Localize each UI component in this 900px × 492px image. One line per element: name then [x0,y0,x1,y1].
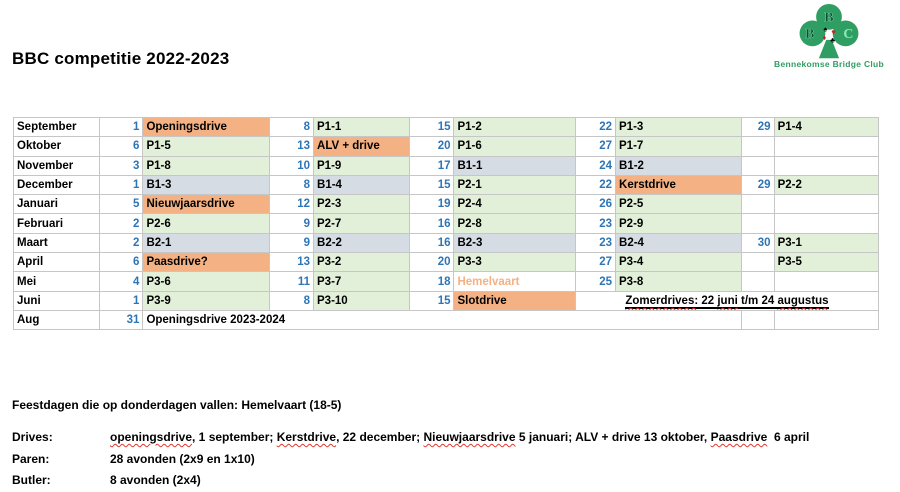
paren-label: Paren: [12,451,50,466]
zomerdrives-segment: juni [717,294,738,307]
date-cell: 10 [269,156,313,175]
empty-cell [774,195,878,214]
month-cell: April [14,253,100,272]
event-cell: P2-8 [454,214,575,233]
event-cell: P1-3 [616,118,742,137]
butler-text: 8 avonden (2x4) [110,473,201,487]
butler-note-row [12,470,809,492]
date-cell: 23 [575,233,615,252]
date-cell: 26 [575,195,615,214]
month-cell: December [14,175,100,194]
date-cell: 31 [100,310,143,329]
date-cell: 9 [269,214,313,233]
date-cell: 2 [100,214,143,233]
month-cell: Juni [14,291,100,310]
event-cell: Paasdrive? [143,253,269,272]
empty-cell [742,214,774,233]
club-logo [774,3,884,69]
event-cell: Openingsdrive [143,118,269,137]
event-cell: P2-7 [314,214,410,233]
event-cell: B2-1 [143,233,269,252]
date-cell: 1 [100,291,143,310]
empty-cell [774,272,878,291]
event-cell: B2-2 [314,233,410,252]
event-cell: Kerstdrive [616,175,742,194]
schedule-row [14,310,879,329]
paren-note-row [12,449,809,471]
date-cell: 25 [575,272,615,291]
event-cell: B2-4 [616,233,742,252]
date-cell [742,253,774,272]
holidays-note: Feestdagen die op donderdagen vallen: Hemelvaart (18-5) [12,398,342,412]
date-cell: 1 [100,118,143,137]
drives-segment: , 22 december; [336,430,424,444]
date-cell: 6 [100,253,143,272]
competition-schedule-table [13,117,879,330]
date-cell: 15 [410,291,454,310]
date-cell: 20 [410,253,454,272]
event-cell: P3-8 [616,272,742,291]
paren-text: 28 avonden (2x9 en 1x10) [110,451,255,466]
date-cell: 15 [410,175,454,194]
empty-cell [742,310,774,329]
merged-note-cell: Openingsdrive 2023-2024 [143,310,742,329]
logo-letter-left: B [805,25,815,41]
schedule-row [14,137,879,156]
event-cell: P3-2 [314,253,410,272]
event-cell: Hemelvaart [454,272,575,291]
event-cell: P3-7 [314,272,410,291]
month-cell: Aug [14,310,100,329]
event-cell: P2-1 [454,175,575,194]
date-cell: 15 [410,118,454,137]
schedule-row [14,175,879,194]
spade-icon: ♠ [823,24,828,34]
event-cell: P3-5 [774,253,878,272]
date-cell: 22 [575,118,615,137]
event-cell: ALV + drive [314,137,410,156]
event-cell: P3-6 [143,272,269,291]
date-cell: 6 [100,137,143,156]
event-cell: P3-1 [774,233,878,252]
event-cell: P1-4 [774,118,878,137]
schedule-row [14,118,879,137]
date-cell: 18 [410,272,454,291]
schedule-row [14,195,879,214]
date-cell: 16 [410,233,454,252]
event-cell: P1-6 [454,137,575,156]
event-cell: P2-6 [143,214,269,233]
drives-text [110,427,809,449]
date-cell: 30 [742,233,774,252]
legend-notes [12,427,809,492]
empty-cell [742,137,774,156]
drives-note-row [12,427,809,449]
event-cell: P3-10 [314,291,410,310]
date-cell: 17 [410,156,454,175]
drives-label: Drives: [12,430,53,444]
event-cell: P2-4 [454,195,575,214]
date-cell: 8 [269,118,313,137]
empty-cell [742,272,774,291]
club-icon: ♣ [830,35,836,45]
event-cell: B1-1 [454,156,575,175]
month-cell: November [14,156,100,175]
date-cell: 24 [575,156,615,175]
date-cell: 13 [269,137,313,156]
drives-segment: openingsdrive [110,430,193,444]
drives-segment: 5 januari; ALV + drive 13 oktober, [515,430,711,444]
date-cell: 13 [269,253,313,272]
event-cell: P1-7 [616,137,742,156]
event-cell: P3-4 [616,253,742,272]
date-cell: 12 [269,195,313,214]
date-cell: 29 [742,175,774,194]
date-cell: 8 [269,291,313,310]
event-cell: P1-9 [314,156,410,175]
event-cell: P2-5 [616,195,742,214]
logo-letter-right: C [843,25,854,41]
date-cell: 16 [410,214,454,233]
schedule-row [14,272,879,291]
month-cell: Maart [14,233,100,252]
event-cell: P2-9 [616,214,742,233]
date-cell: 2 [100,233,143,252]
event-cell: B1-4 [314,175,410,194]
event-cell: B1-2 [616,156,742,175]
schedule-row [14,233,879,252]
event-cell: P3-9 [143,291,269,310]
drives-segment: Kerstdrive [276,430,337,444]
event-cell: Nieuwjaarsdrive [143,195,269,214]
page-title: BBC competitie 2022-2023 [12,49,230,68]
date-cell: 8 [269,175,313,194]
zomerdrives-note [625,295,828,309]
empty-cell [774,310,878,329]
event-cell: P2-2 [774,175,878,194]
month-cell: September [14,118,100,137]
date-cell: 5 [100,195,143,214]
drives-segment: , 1 september; [192,430,277,444]
heart-icon: ♥ [831,27,836,37]
event-cell: P1-2 [454,118,575,137]
zomerdrives-segment: 22 [698,294,718,307]
date-cell: 27 [575,137,615,156]
date-cell: 3 [100,156,143,175]
event-cell: P1-5 [143,137,269,156]
month-cell: Mei [14,272,100,291]
zomerdrives-segment: Zomerdrives: [625,294,699,307]
drives-segment: 6 april [767,430,810,444]
date-cell: 9 [269,233,313,252]
drives-segment: Paasdrive [710,430,768,444]
schedule-row [14,156,879,175]
event-cell: B2-3 [454,233,575,252]
date-cell: 22 [575,175,615,194]
schedule-row [14,214,879,233]
zomerdrives-segment: t/m 24 [737,294,778,307]
empty-cell [742,156,774,175]
event-cell: B1-3 [143,175,269,194]
month-cell: Oktober [14,137,100,156]
club-name: Bennekomse Bridge Club [774,59,885,69]
date-cell: 27 [575,253,615,272]
schedule-row [14,253,879,272]
event-cell: P1-1 [314,118,410,137]
logo-letter-top: B [824,9,834,25]
date-cell: 23 [575,214,615,233]
date-cell: 20 [410,137,454,156]
date-cell: 11 [269,272,313,291]
drives-segment: Nieuwjaarsdrive [423,430,516,444]
schedule-row [14,291,879,310]
empty-cell [742,195,774,214]
event-cell: P2-3 [314,195,410,214]
clover-logo-icon [783,3,875,61]
zomerdrives-cell [575,291,878,310]
empty-cell [774,137,878,156]
event-cell: P1-8 [143,156,269,175]
event-cell: Slotdrive [454,291,575,310]
diamond-icon: ♦ [822,32,827,42]
date-cell: 29 [742,118,774,137]
month-cell: Februari [14,214,100,233]
event-cell: P3-3 [454,253,575,272]
empty-cell [774,156,878,175]
date-cell: 4 [100,272,143,291]
butler-label: Butler: [12,473,51,487]
month-cell: Januari [14,195,100,214]
date-cell: 1 [100,175,143,194]
zomerdrives-segment: augustus [777,294,829,307]
date-cell: 19 [410,195,454,214]
empty-cell [774,214,878,233]
